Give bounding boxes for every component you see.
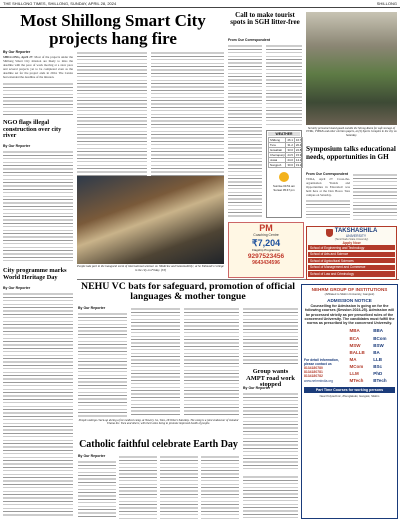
course-item[interactable]: School of Agricultural Sciences	[308, 258, 395, 263]
nehu-body-col2	[131, 306, 180, 417]
lead-text: Most of the projects under the Shillong Smart City mission are likely to miss the deadline with the pace of work moving at a slow pace and several projects yet to be completed even as the deadline set for the project ends in 2024. The Centre had extended the deadline of the mission.	[3, 55, 73, 80]
catholic-headline: Catholic faithful celebrate Earth Day	[79, 439, 238, 450]
nehrm-footer: Part Time Courses for working persons	[304, 387, 395, 393]
course-label: PhD	[373, 370, 383, 376]
sun-icon	[279, 172, 289, 182]
sunrise-text: Sunrise 04:51 am	[273, 184, 295, 188]
symposium-body-col1	[306, 177, 350, 222]
phone-number[interactable]: 8134180781	[304, 370, 323, 375]
symposium-text: TURA, April 27: Cross-the-organization 'Trends and Opportunities in Education' was held here at the Don Bosco Tura campus on Saturday.	[306, 177, 350, 198]
pm-ad-price: ₹7,204	[251, 238, 281, 248]
course-label: BCom	[373, 335, 387, 341]
weather-row: Nongpoh 30.6 19.2	[270, 163, 302, 167]
catholic-body-col1	[78, 459, 116, 519]
weather-box	[266, 130, 302, 218]
nehu-caption: People undergo check-up during a free medical camp, at Nowrey Ca, Tura, 28 Others Saturday. The camp is a joint endeavour of Jamatul Ulama Inc. Tura and others, with their aims being to promote improved health of people.	[78, 418, 239, 426]
catholic-byline: By Our Reporter	[78, 454, 106, 458]
tourist-headline: Call to make tourist spots in SGH litter-free	[230, 11, 300, 27]
course-label: LLB	[373, 356, 382, 362]
header-left: THE SHILLONG TIMES, SHILLONG, SUNDAY, APRIL 28, 2024	[3, 1, 117, 6]
city-headline: City programme marks World Heritage Day	[3, 267, 67, 281]
strong-room-photo	[306, 12, 397, 125]
nehrm-body: Counselling for Admission is going on for the following courses (Session 2024-25). Admission will be processed strictly as per prescribed rules of the concerned University. The candidates must fulfill the norms as prescribed by the concerned University.	[304, 304, 395, 326]
pm-coaching-ad[interactable]	[228, 222, 304, 278]
catholic-body-col2	[119, 454, 157, 519]
nehrm-ad[interactable]	[301, 284, 398, 519]
tourist-byline: From Our Correspondent	[228, 38, 271, 42]
catholic-body-col4	[201, 454, 239, 519]
course-label: MCom	[349, 363, 364, 369]
symposium-body-col2	[353, 172, 397, 222]
nehrm-sub: (Affiliated to Sikkim University, Gangtok)	[324, 292, 375, 296]
takshashila-logo	[308, 228, 395, 238]
course-item[interactable]: School of Law and Criminology	[308, 271, 395, 276]
course-label: BALLB	[349, 349, 365, 355]
course-label: BBA	[373, 328, 383, 334]
weather-title: WEATHER	[268, 132, 300, 136]
nehu-body-col4	[243, 306, 298, 366]
pm-ad-subtitle: Coaching Centre	[253, 233, 279, 237]
nehrm-title: NEHRM GROUP OF INSTITUTIONS	[311, 287, 388, 292]
weather-row: Shillong 26.1 16.7	[270, 138, 302, 142]
course-label: BSW	[373, 342, 384, 348]
course-label: MBA	[349, 328, 360, 334]
nehu-body-col3	[184, 306, 239, 417]
takshashila-ad[interactable]	[306, 226, 397, 280]
tourist-body-col2	[266, 43, 302, 127]
course-label: BCA	[349, 335, 360, 341]
city-byline: By Our Reporter	[3, 286, 31, 290]
course-label: MSW	[349, 342, 361, 348]
sunset-text: Sunset 05:47 pm	[273, 188, 295, 192]
takshashila-name: TAKSHASHILA	[334, 228, 378, 234]
pm-ad-phone2[interactable]: 9643434596	[252, 260, 280, 266]
weather-row: Tura 31.2 20.4	[270, 143, 302, 147]
weather-row: Jowai 24.0 14.1	[270, 158, 302, 162]
shield-icon	[326, 229, 333, 237]
pm-ad-title: PM	[259, 223, 273, 233]
seminar-photo	[77, 176, 224, 264]
seminar-photo-caption: People take part in the inaugural event of international seminar on 'Medicine and Sustainability', at St. Edmund's College in the city on Friday. (ST)	[77, 264, 224, 272]
course-label: BA	[373, 349, 380, 355]
weather-row: Guwahati 33.0 22.8	[270, 148, 302, 152]
group-byline: By Our Reporter	[243, 386, 271, 390]
nehrm-address: Near Polytechnic, Zhunglakuki, Gangtok, Sikkim	[319, 394, 380, 399]
course-label: BTech	[373, 377, 387, 383]
nehu-byline: By Our Reporter	[78, 306, 106, 310]
course-label: MTech	[349, 377, 364, 383]
nehrm-admission: ADMISSION NOTICE	[327, 298, 372, 303]
catholic-body-col3	[160, 454, 198, 519]
weather-row: Cherrapunji 24.5 15.9	[270, 153, 302, 157]
takshashila-apply[interactable]: Apply Now	[342, 241, 361, 245]
lead-headline: Most Shillong Smart City projects hang fire	[20, 11, 206, 48]
lead-body-col1	[3, 55, 73, 117]
lead-dateline: SHILLONG, April 27:	[3, 55, 34, 59]
nehu-headline: NEHU VC bats for safeguard, promotion of official languages & mother tongue	[81, 281, 295, 303]
page-header	[0, 0, 400, 8]
header-right: SHILLONG	[376, 1, 397, 6]
strong-room-caption: Security personnel stand guard outside the Strong Room for safe storage of EVMs, VVPATs and other election papers, at (S) Sports Complex in the city on Saturday.	[306, 126, 397, 137]
ngo-body	[3, 149, 73, 261]
nehrm-website[interactable]: www.nehrmindia.org	[304, 379, 333, 384]
nehrm-course-grid	[304, 328, 395, 383]
catholic-body-col5	[243, 474, 298, 519]
course-label: BSc	[373, 363, 383, 369]
city-body	[3, 291, 73, 518]
nehu-body-col1	[78, 311, 127, 417]
takshashila-sub: (Tamil Nadu State University)	[334, 238, 369, 241]
lead-byline: By Our Reporter	[3, 50, 31, 54]
course-item[interactable]: School of Arts and Science	[308, 252, 395, 257]
group-body	[243, 391, 298, 471]
course-list	[308, 245, 395, 277]
nehrm-contact-title: For detail information, please contact us	[304, 358, 339, 367]
course-label: LLM	[349, 370, 359, 376]
course-item[interactable]: School of Engineering and Technology	[308, 245, 395, 250]
course-label: MA	[349, 356, 357, 362]
phone-number[interactable]: 8134180782	[304, 374, 323, 379]
phone-number[interactable]: 8134180780	[304, 366, 323, 371]
pm-ad-sub: Flagship Programme	[252, 248, 280, 252]
group-headline: Group wants AMPT road work stopped	[246, 368, 295, 389]
tourist-body-col1	[228, 43, 262, 218]
symposium-headline: Symposium talks educational needs, opportunities in GH	[306, 145, 396, 161]
course-item[interactable]: School of Management and Commerce	[308, 265, 395, 270]
ngo-headline: NGO flags illegal construction over city river	[3, 119, 62, 140]
symposium-byline: From Our Correspondent	[306, 172, 349, 176]
weather-table	[268, 137, 303, 168]
pm-ad-phone[interactable]: 9297523456	[247, 253, 285, 260]
ngo-byline: By Our Reporter	[3, 144, 31, 148]
takshashila-name2: UNIVERSITY	[345, 234, 367, 238]
